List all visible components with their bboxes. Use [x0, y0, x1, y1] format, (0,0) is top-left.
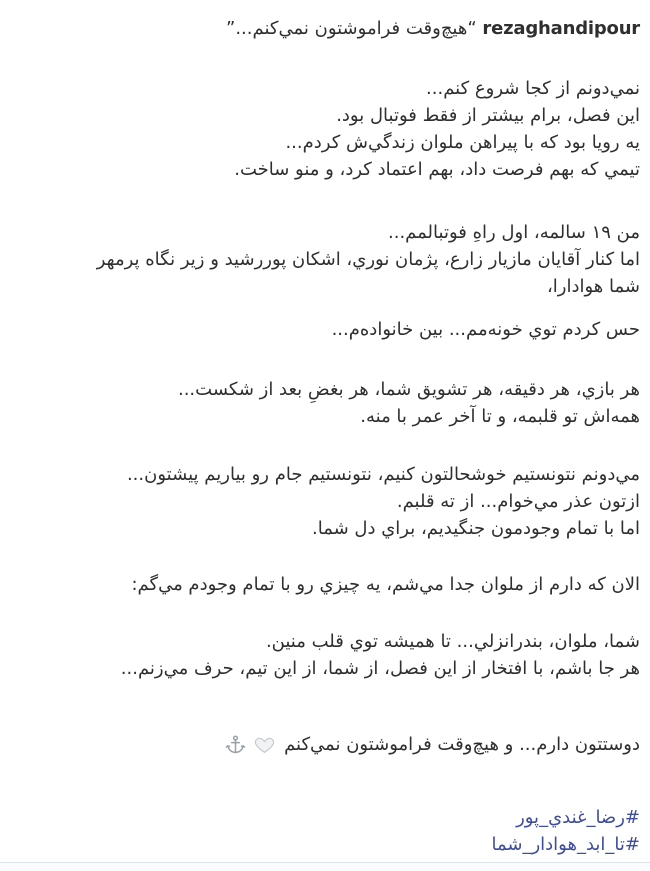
caption-line: اما كنار آقايان مازيار زارع، پژمان نوري، اشكان پوررشيد و زير نگاه پرمهر	[96, 249, 640, 270]
caption-header	[10, 15, 640, 42]
hashtag-block	[10, 804, 640, 858]
caption-paragraph	[10, 75, 640, 183]
farewell-line	[10, 730, 640, 760]
caption-line: هر بازي، هر دقيقه، هر تشويق شما، هر بغضِ بعد از شكست...	[177, 379, 640, 400]
caption-line: شما هوادارا،	[546, 276, 640, 297]
caption-line: من ۱۹ سالمه، اول راهِ فوتبالمم...	[388, 222, 640, 243]
caption-line: حس كردم توي خونه‌مم... بين خانواده‌م...	[331, 319, 640, 340]
caption-quote: “هيچ‌وقت فراموشتون نمي‌كنم...”	[226, 18, 477, 39]
caption-paragraph	[10, 628, 640, 682]
hashtag-link[interactable]: #تا_ابد_هوادار_شما	[491, 834, 640, 855]
caption-line: شما، ملوان، بندرانزلي... تا هميشه توي قلب منين.	[265, 631, 640, 652]
caption-line: هر جا باشم، با افتخار از اين فصل، از شما، از اين تيم، حرف مي‌زنم...	[120, 658, 640, 679]
farewell-text: دوستتون دارم... و هيچ‌وقت فراموشتون نمي‌كنم	[284, 734, 640, 755]
caption-line: اما با تمام وجودمون جنگيديم، براي دل شما.	[311, 518, 640, 539]
caption-paragraph	[10, 219, 640, 343]
caption-line: ازتون عذر مي‌خوام... از ته قلبم.	[396, 491, 640, 512]
caption-line: اين فصل، برام بيشتر از فقط فوتبال بود.	[336, 105, 640, 126]
anchor-icon	[225, 734, 246, 755]
caption-line: نمي‌دونم از كجا شروع كنم...	[426, 78, 640, 99]
caption-line: يه رويا بود كه با پيراهن ملوان زندگي‌ش كردم...	[285, 132, 640, 153]
hashtag-link[interactable]: #رضا_غندي_پور	[516, 807, 640, 828]
caption-line: همه‌اش تو قلبمه، و تا آخر عمر با منه.	[360, 406, 640, 427]
white-heart-icon	[254, 734, 275, 755]
caption-line: تيمي كه بهم فرصت داد، بهم اعتماد كرد، و منو ساخت.	[234, 159, 640, 180]
username-link[interactable]: rezaghandipour	[482, 18, 640, 39]
caption-paragraph	[10, 461, 640, 542]
caption-line: مي‌دونم نتونستيم خوشحالتون كنيم، نتونستيم جام رو بياريم پيشتون...	[126, 464, 640, 485]
caption-line: الان كه دارم از ملوان جدا مي‌شم، يه چيزي رو با تمام وجودم مي‌گم:	[131, 574, 640, 595]
caption-paragraph	[10, 376, 640, 430]
bottom-divider	[0, 862, 650, 871]
caption-paragraph	[10, 571, 640, 598]
